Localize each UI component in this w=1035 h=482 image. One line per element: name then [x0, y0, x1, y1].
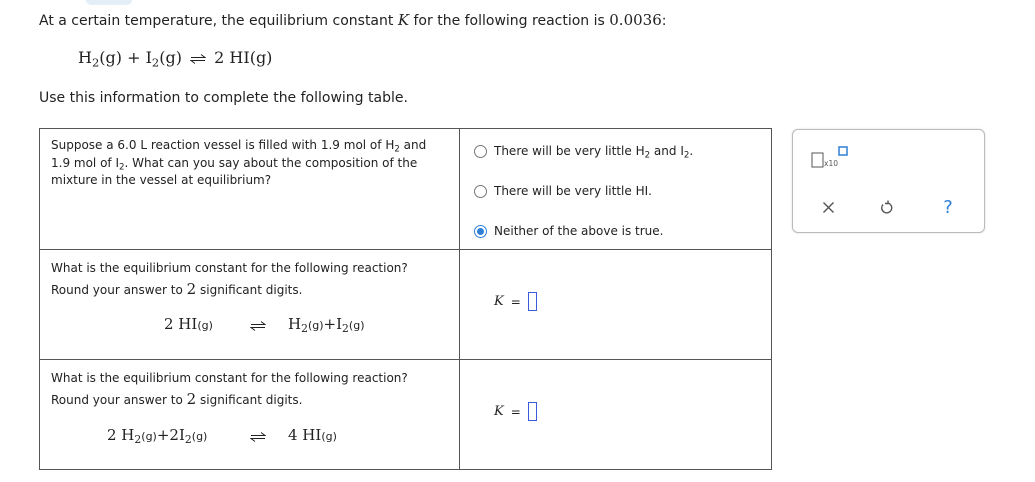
radio-button-selected[interactable]	[474, 225, 487, 238]
text: There will be very little H	[494, 144, 645, 158]
radio-button[interactable]	[474, 145, 487, 158]
equals-sign: =	[510, 404, 521, 419]
intro-prefix: At a certain temperature, the equilibrium constant	[39, 13, 394, 29]
text: Round your answer to	[51, 393, 183, 407]
undo-icon	[879, 200, 894, 215]
reactant-rest: (g) + I	[99, 48, 152, 67]
reactant-phase: (g)	[159, 48, 182, 67]
option-very-little-hi[interactable]	[474, 182, 652, 200]
text: 1.9 mol of I	[51, 155, 119, 170]
text: .	[689, 144, 694, 158]
problem-intro	[39, 11, 666, 29]
text: . What can you say about the composition of the	[124, 155, 418, 170]
sub: 2	[342, 322, 349, 336]
sub: 2	[134, 433, 142, 447]
intro-var: K	[397, 11, 410, 29]
row2-k-answer	[494, 292, 537, 311]
k-label: K	[494, 404, 504, 419]
sub: 2	[151, 55, 160, 70]
row-divider	[40, 249, 771, 250]
sub: 2	[119, 162, 125, 173]
sub: 2	[91, 55, 100, 70]
text: significant digits.	[200, 393, 303, 407]
column-divider	[459, 129, 460, 469]
k-label: K	[494, 294, 504, 309]
sub: 2	[683, 150, 690, 161]
phase: (g)	[197, 319, 213, 332]
row3-k-answer	[494, 402, 537, 421]
text: 2 HI	[164, 315, 198, 333]
help-icon: ?	[943, 196, 953, 218]
phase: (g)	[307, 319, 324, 332]
k-answer-input[interactable]	[528, 292, 537, 311]
phase: (g)	[321, 430, 337, 443]
option-very-little-h2-i2[interactable]	[474, 142, 693, 160]
text: +2I	[156, 426, 185, 444]
instruction-text: Use this information to complete the following table.	[39, 90, 408, 106]
product: 2 HI(g)	[214, 48, 273, 67]
sub: 2	[184, 433, 192, 447]
x10-label: x10	[824, 159, 838, 168]
main-reaction	[78, 48, 273, 70]
text: and I	[650, 144, 684, 158]
radio-button[interactable]	[474, 185, 487, 198]
text: +I	[323, 315, 343, 333]
option-label: Neither of the above is true.	[494, 224, 664, 238]
close-icon	[822, 201, 835, 214]
row3-reaction-lhs	[107, 426, 208, 447]
help-button[interactable]	[937, 196, 959, 218]
intro-value: 0.0036	[609, 11, 662, 29]
option-label: There will be very little HI.	[494, 184, 652, 198]
text: What is the equilibrium constant for the following reaction?	[51, 261, 408, 275]
answer-tools-panel	[792, 129, 985, 233]
phase: (g)	[191, 430, 208, 443]
option-neither[interactable]	[474, 222, 663, 240]
text: 2 H	[107, 426, 135, 444]
scientific-notation-button[interactable]	[811, 146, 851, 170]
sig-digits: 2	[186, 390, 197, 408]
equilibrium-arrow-icon	[250, 432, 266, 442]
clear-button[interactable]	[817, 196, 839, 218]
intro-suffix: :	[661, 13, 667, 29]
option-label	[494, 144, 694, 161]
sub: 2	[644, 150, 651, 161]
equals-sign: =	[510, 294, 521, 309]
row2-reaction-lhs	[164, 315, 213, 333]
row3-question	[51, 368, 408, 411]
sig-digits: 2	[186, 280, 197, 298]
intro-middle: for the following reaction is	[413, 13, 605, 29]
text: 4 HI	[288, 426, 322, 444]
text: mixture in the vessel at equilibrium?	[51, 173, 272, 187]
row2-reaction-rhs	[288, 315, 365, 336]
equilibrium-arrow-icon	[250, 321, 266, 331]
text: Round your answer to	[51, 283, 183, 297]
text: and	[399, 138, 427, 152]
row3-reaction-rhs	[288, 426, 337, 444]
sub: 2	[394, 144, 400, 155]
k-answer-input[interactable]	[528, 402, 537, 421]
row-divider	[40, 359, 771, 360]
text: What is the equilibrium constant for the following reaction?	[51, 371, 408, 385]
row1-question	[51, 137, 446, 190]
top-tab-indicator	[86, 0, 132, 5]
undo-button[interactable]	[875, 196, 897, 218]
text: H	[288, 315, 302, 333]
row2-question	[51, 258, 408, 301]
sub: 2	[301, 322, 308, 336]
equilibrium-arrow-icon	[190, 54, 206, 64]
phase: (g)	[141, 430, 157, 443]
reactant-h: H	[78, 48, 92, 67]
phase: (g)	[348, 319, 365, 332]
text: significant digits.	[200, 283, 303, 297]
text: Suppose a 6.0 L reaction vessel is filled with 1.9 mol of H	[51, 138, 395, 152]
question-table	[39, 128, 772, 470]
